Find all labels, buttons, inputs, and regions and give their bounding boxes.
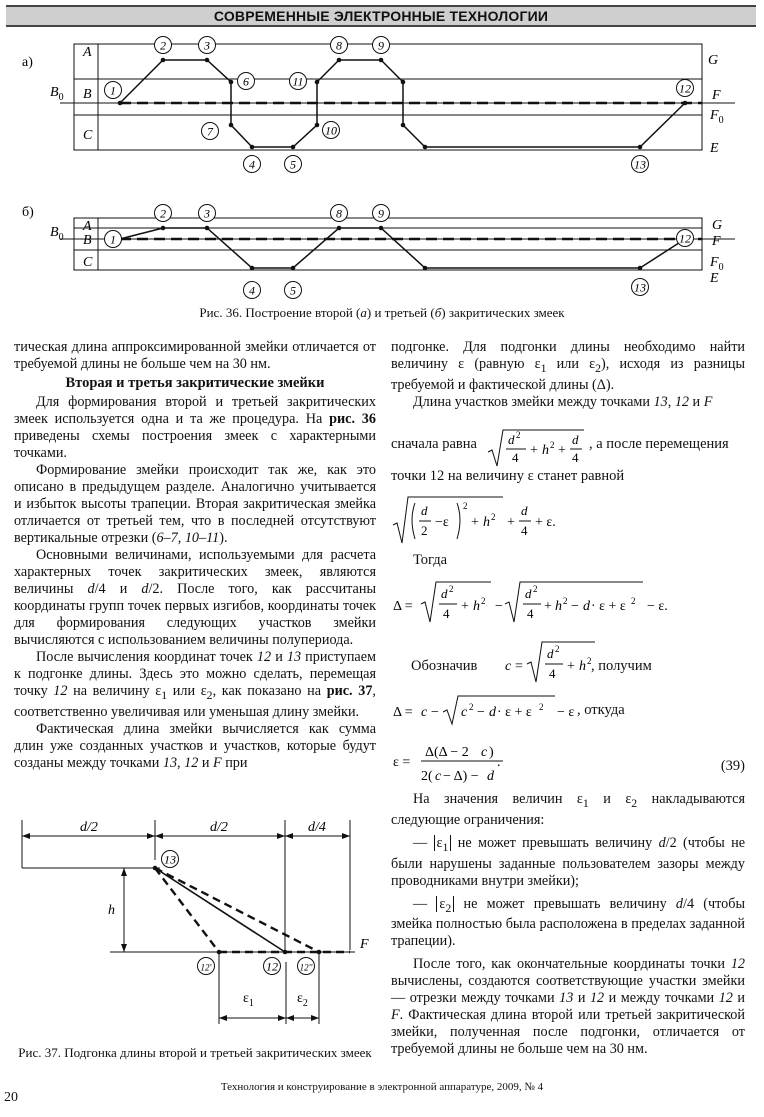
formula-line-1: сначала равна d 2 4 + h 2 + d 4 , а после перемещения [391, 430, 729, 465]
point-marker-a-11 [290, 73, 307, 90]
svg-text:9: 9 [378, 206, 384, 221]
b0-label-a: $B_0$ [50, 85, 64, 103]
svg-text:h: h [579, 659, 586, 674]
paragraph: На значения величин $\varepsilon_1$ и $\varepsilon_2$ накладываются следующие ограничения: [391, 791, 745, 828]
svg-text:2(: 2( [421, 769, 433, 784]
formula-line-5: Δ = c − c 2 − d · ε + ε 2 − ε , откуда [391, 694, 751, 728]
svg-text:2: 2 [160, 206, 166, 221]
point-marker-a-5 [285, 156, 302, 173]
svg-text:2: 2 [481, 596, 486, 606]
paragraph: подгонке. Для подгонки длины необходимо найти величину ε (равную $\varepsilon_1$ или $\varepsilon_2$), исходя из разницы требуемой и фактической длины (Δ). [391, 339, 745, 393]
paragraph: — $\varepsilon_1$ не может превышать величину d/2 (чтобы не были нарушены заданные пользователем зазоры между проводниками внутри змейки); [391, 834, 745, 889]
svg-text:4: 4 [572, 450, 579, 465]
svg-text:2: 2 [160, 38, 166, 53]
point-marker-a-6 [238, 73, 255, 90]
point-marker-a-7 [202, 123, 219, 140]
row-label-a-b: A [83, 219, 92, 234]
point-marker-a-13 [632, 156, 649, 173]
point-markers-a [105, 37, 694, 173]
f-label-a: F [712, 88, 721, 103]
svg-text:): ) [489, 745, 494, 760]
paragraph: — $\varepsilon_2$ не может превышать величину d/4 (чтобы змейка полностью была расположена в пределах заданной трапеции). [391, 895, 745, 950]
svg-text:12: 12 [266, 959, 278, 974]
svg-text:+ ε.: + ε. [535, 515, 556, 530]
running-header: СОВРЕМЕННЫЕ ЭЛЕКТРОННЫЕ ТЕХНОЛОГИИ [6, 5, 756, 27]
point-marker-13 [162, 851, 179, 868]
svg-text:· ε + ε: · ε + ε [591, 599, 626, 614]
point-marker-a-3 [199, 37, 216, 54]
figure-36 [0, 30, 764, 330]
svg-text:4: 4 [249, 283, 255, 298]
svg-text:2: 2 [533, 584, 538, 594]
svg-text:−: − [431, 705, 439, 720]
svg-text:h: h [473, 599, 480, 614]
svg-text:4: 4 [443, 606, 450, 621]
svg-text:d: d [487, 769, 494, 784]
point-marker-b-5 [285, 282, 302, 299]
point-marker-a-8 [331, 37, 348, 54]
svg-text:4: 4 [512, 450, 519, 465]
svg-text:13: 13 [164, 852, 176, 867]
svg-text:12'': 12'' [299, 962, 313, 973]
svg-text:8: 8 [336, 38, 342, 53]
svg-text:Δ =: Δ = [393, 599, 413, 614]
paragraph: Фактическая длина змейки вычисляется как сумма длин уже созданных участков и участков, которые будут созданы между точками 13, 12 и F при [14, 720, 376, 771]
svg-text:−: − [495, 599, 503, 614]
point-marker-a-2 [155, 37, 172, 54]
svg-text:+: + [558, 443, 566, 458]
row-label-c-b: C [83, 255, 93, 270]
figure-36-caption: Рис. 36. Построение второй (а) и третьей (б) закритических змеек [199, 305, 565, 320]
svg-text:Δ =: Δ = [393, 705, 413, 720]
paragraph: После вычисления координат точек 12 и 13 приступаем к подгонке длины. Здесь это можно сделать, перемещая точку 12 на величину $\varepsilon_1$ или $\varepsilon_2$, как показано на рис. 37, соответственно увеличивая или уменьшая длину змейки. [14, 649, 376, 720]
svg-text:1: 1 [110, 83, 116, 98]
svg-text:2: 2 [563, 596, 568, 606]
svg-text:−ε: −ε [435, 515, 449, 530]
point-marker-a-12 [677, 80, 694, 97]
svg-text:2: 2 [491, 512, 496, 522]
svg-text:4: 4 [521, 523, 528, 538]
row-label-a: A [83, 45, 92, 60]
paragraph: Формирование змейки происходит так же, как это описано в предыдущем разделе. Аналогично учитывается и избыток высоты трапеции. Вторая закритическая змейка отличается от третьей тем, что в последней отсутствуют вертикальные отрезки (6–7, 10–11). [14, 462, 376, 546]
svg-text:− ε.: − ε. [647, 599, 668, 614]
eps1-label: $\varepsilon_1$ [243, 991, 254, 1009]
svg-text:5: 5 [290, 157, 296, 172]
point-markers-b [105, 205, 694, 299]
e-label-b: E [710, 271, 719, 286]
svg-text:7: 7 [207, 124, 213, 139]
panel-a-label: а) [22, 55, 33, 70]
svg-text:.: . [497, 755, 501, 770]
point-marker-a-1 [105, 82, 122, 99]
paragraph: тическая длина аппроксимированной змейки отличается от требуемой длины не больше чем на 30 нм. [14, 339, 376, 372]
g-label-a: G [708, 53, 719, 68]
point-marker-12b [298, 958, 315, 975]
svg-text:12: 12 [679, 231, 691, 246]
svg-text:3: 3 [204, 206, 210, 221]
svg-text:13: 13 [634, 280, 646, 295]
svg-text:c: c [461, 705, 468, 720]
formula-39 [391, 738, 745, 786]
formula-caption-3: Тогда [413, 552, 448, 568]
svg-text:ε =: ε = [393, 755, 411, 770]
point-marker-12 [264, 958, 281, 975]
paragraph: Для формирования второй и третьей закритических змеек используется одна и та же процедура. На рис. 36 приведены схемы построения змеек с характерными точками. [14, 394, 376, 461]
svg-text:5: 5 [290, 283, 296, 298]
svg-text:2: 2 [421, 523, 428, 538]
svg-text:2: 2 [463, 501, 468, 511]
svg-text:4: 4 [249, 157, 255, 172]
svg-text:12': 12' [200, 962, 212, 973]
svg-text:+: + [567, 659, 575, 674]
point-marker-12a [198, 958, 215, 975]
svg-text:2: 2 [516, 430, 521, 440]
svg-text:2: 2 [539, 702, 544, 712]
svg-text:6: 6 [243, 74, 249, 89]
svg-text:− ε: − ε [557, 705, 575, 720]
b0-label-b: $B_0$ [50, 225, 64, 243]
row-label-b-b: B [83, 233, 92, 248]
svg-text:d: d [421, 503, 428, 518]
point-marker-a-9 [373, 37, 390, 54]
eps2-label: $\varepsilon_2$ [297, 991, 308, 1009]
e-label-a: E [710, 141, 719, 156]
paragraph: Длина участков змейки между точками 13, 12 и F [413, 393, 713, 410]
figure-37 [0, 812, 380, 1047]
formula-caption-2: точки 12 на величину ε станет равной [391, 468, 625, 484]
svg-text:2: 2 [550, 440, 555, 450]
point-marker-a-10 [323, 122, 340, 139]
svg-text:c: c [435, 769, 442, 784]
svg-text:9: 9 [378, 38, 384, 53]
formula-line-4: Обозначив c = d 2 4 + h 2 , получим [411, 644, 652, 681]
point-marker-b-8 [331, 205, 348, 222]
journal-footer: Технология и конструирование в электронной аппаратуре, 2009, № 4 [220, 1081, 544, 1093]
point-marker-b-1 [105, 231, 122, 248]
point-f: F [360, 937, 369, 952]
svg-text:10: 10 [325, 123, 337, 138]
point-marker-b-9 [373, 205, 390, 222]
svg-text:d: d [572, 432, 579, 447]
figure-37-caption: Рис. 37. Подгонка длины второй и третьей закритических змеек [18, 1045, 372, 1060]
svg-text:=: = [515, 659, 523, 674]
g-label-b: G [712, 218, 723, 233]
svg-text:2: 2 [449, 584, 454, 594]
svg-text:11: 11 [292, 74, 304, 89]
svg-text:2: 2 [631, 596, 636, 606]
point-markers-37 [162, 851, 315, 975]
left-column [14, 339, 376, 772]
svg-text:4: 4 [549, 666, 556, 681]
point-marker-a-4 [244, 156, 261, 173]
point-marker-b-2 [155, 205, 172, 222]
point-marker-b-3 [199, 205, 216, 222]
svg-text:4: 4 [527, 606, 534, 621]
point-marker-b-12 [677, 230, 694, 247]
right-column-top [391, 339, 745, 411]
svg-text:2: 2 [587, 656, 592, 666]
panel-b-label: б) [22, 205, 34, 220]
f0-label-a: $F_0$ [710, 108, 724, 126]
svg-text:13: 13 [634, 157, 646, 172]
svg-text:h: h [483, 515, 490, 530]
formula-2 [391, 495, 591, 547]
svg-text:· ε + ε: · ε + ε [497, 705, 532, 720]
svg-text:d: d [508, 432, 515, 447]
svg-text:− Δ) −: − Δ) − [443, 769, 479, 784]
svg-text:2: 2 [555, 644, 560, 654]
section-heading: Вторая и третья закритические змейки [65, 375, 325, 391]
paragraph: Основными величинами, используемыми для расчета характерных точек закритических змеек, являются величины d/4 и d/2. После того, как рассчитаны координаты групп точек первых изгибов, координаты точек для формирования следующих участков змейки вычисляются с использованием величины полупериода. [14, 547, 376, 648]
row-label-c: C [83, 128, 93, 143]
right-column-bottom [391, 791, 745, 1058]
svg-text:d: d [547, 646, 554, 661]
svg-text:c: c [421, 705, 428, 720]
formula-3 [391, 578, 681, 626]
point-marker-b-4 [244, 282, 261, 299]
paragraph: После того, как окончательные координаты точки 12 вычислены, создаются соответствующие участки змейки — отрезки между точками 13 и 12 и между точками 12 и F. Фактическая длина второй или третьей закритической змейки, полученная после подгонки, отличается от требуемой длины не больше чем на 30 нм. [391, 956, 746, 1058]
svg-text:8: 8 [336, 206, 342, 221]
svg-text:−: − [477, 705, 485, 720]
dim-d2-mid: d/2 [210, 820, 228, 835]
svg-text:Δ(Δ − 2: Δ(Δ − 2 [425, 745, 469, 760]
svg-text:2: 2 [469, 702, 474, 712]
svg-text:d: d [583, 599, 590, 614]
svg-text:h: h [542, 443, 549, 458]
svg-text:d: d [521, 503, 528, 518]
svg-text:c: c [481, 745, 488, 760]
svg-text:+: + [507, 515, 515, 530]
point-marker-b-13 [632, 279, 649, 296]
svg-text:12: 12 [679, 81, 691, 96]
svg-text:+: + [461, 599, 469, 614]
svg-text:h: h [555, 599, 562, 614]
dim-d2-left: d/2 [80, 820, 98, 835]
svg-text:−: − [571, 599, 579, 614]
svg-text:d: d [489, 705, 496, 720]
svg-text:c: c [505, 659, 512, 674]
svg-text:+: + [471, 515, 479, 530]
f0-label-b: $F_0$ [710, 255, 724, 273]
f-label-b: F [712, 234, 721, 249]
equation-number: (39) [720, 758, 745, 774]
dim-h: h [108, 903, 115, 918]
svg-text:1: 1 [110, 232, 116, 247]
svg-text:d: d [441, 586, 448, 601]
svg-text:d: d [525, 586, 532, 601]
svg-text:3: 3 [204, 38, 210, 53]
svg-text:+: + [530, 443, 538, 458]
page-number: 20 [4, 1090, 18, 1105]
dim-d4: d/4 [308, 820, 326, 835]
svg-text:+: + [544, 599, 552, 614]
row-label-b: B [83, 87, 92, 102]
